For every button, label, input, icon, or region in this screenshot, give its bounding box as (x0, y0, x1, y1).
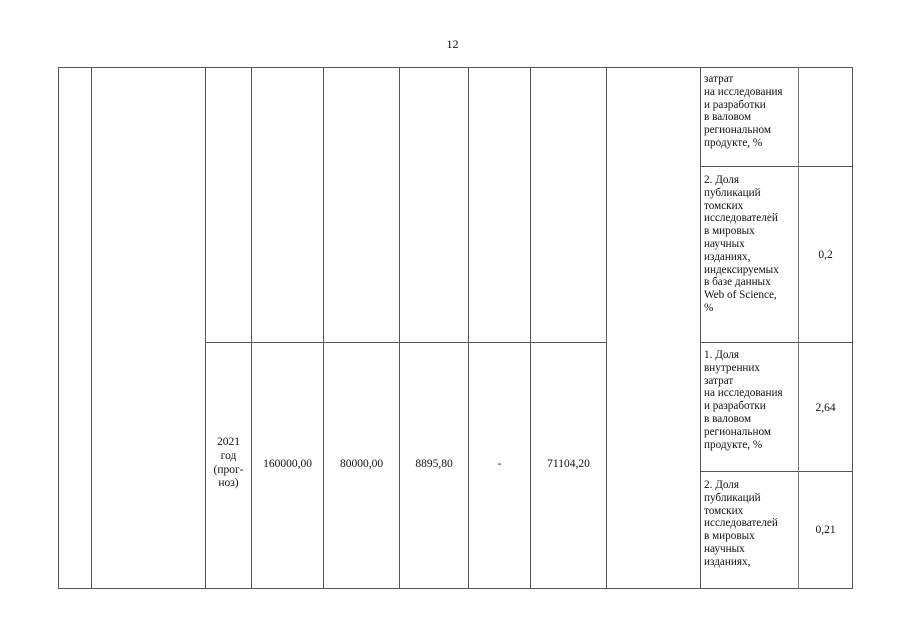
col-line-6 (468, 67, 469, 589)
col-line-8 (606, 67, 607, 589)
col-line-2 (205, 67, 206, 589)
indicator-divider-2 (700, 342, 853, 343)
row-divider-2020-2021 (205, 342, 607, 343)
other-sources-value: 71104,20 (547, 458, 590, 470)
indicator-text-3: 1. Доля внутренних затрат на исследования и разработки в валовом региональном продукте, % (704, 349, 783, 451)
local-budget-value: - (497, 458, 502, 470)
col-line-3 (251, 67, 252, 589)
indicator-divider-3 (700, 471, 853, 472)
indicator-text-1: затрат на исследования и разработки в валовом региональном продукте, % (704, 73, 783, 149)
indicator-value-4: 0,21 (815, 524, 836, 536)
col-line-1 (91, 67, 92, 589)
col-line-7 (530, 67, 531, 589)
federal-budget-value: 80000,00 (339, 458, 384, 470)
col-line-11 (852, 67, 853, 589)
year-2021-cell: 2021 год (прог- ноз) (213, 436, 244, 490)
col-line-0 (58, 67, 59, 589)
indicator-value-3: 2,64 (815, 402, 836, 414)
indicator-text-2: 2. Доля публикаций томских исследователей в мировых научных изданиях, индексируемых в базе данных Web of Science, % (704, 174, 779, 314)
total-funding-value: 160000,00 (263, 458, 312, 470)
table-bottom-border (58, 588, 853, 589)
col-line-9 (700, 67, 701, 589)
regional-budget-value: 8895,80 (415, 458, 453, 470)
indicator-divider-1 (700, 166, 853, 167)
indicator-text-4: 2. Доля публикаций томских исследователей в мировых научных изданиях, (704, 479, 778, 568)
page-number: 12 (446, 37, 459, 51)
col-line-4 (323, 67, 324, 589)
indicator-value-2: 0,2 (818, 249, 833, 261)
col-line-10 (798, 67, 799, 589)
col-line-5 (399, 67, 400, 589)
table-top-border (58, 67, 853, 68)
